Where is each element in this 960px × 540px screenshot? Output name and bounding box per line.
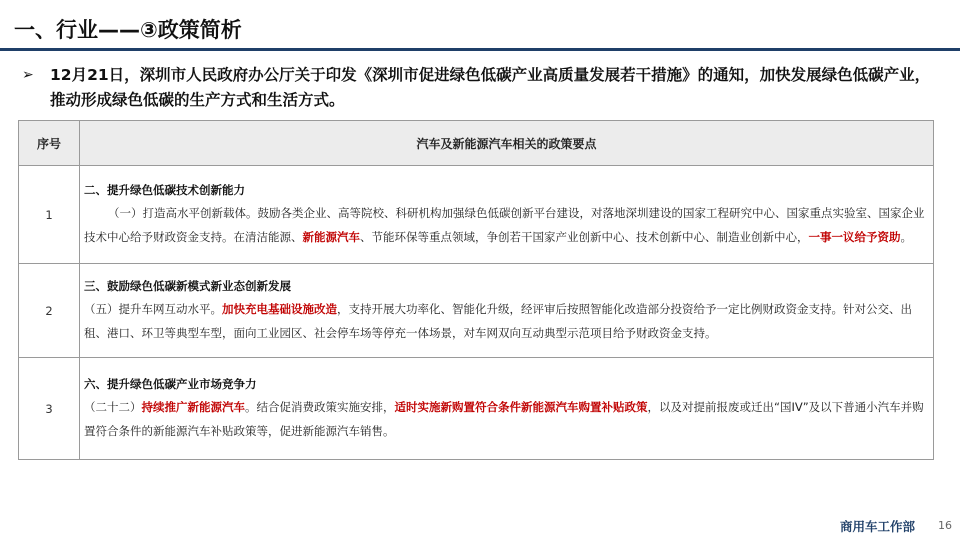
row-number: 2 xyxy=(19,264,80,358)
policy-text: （二十二） xyxy=(84,400,142,415)
header-policy: 汽车及新能源汽车相关的政策要点 xyxy=(80,121,934,166)
policy-paragraph xyxy=(84,396,929,443)
policy-text: 、节能环保等重点领域，争创若干国家产业创新中心、技术创新中心、制造业创新中心， xyxy=(360,229,809,244)
policy-text: 。结合促消费政策实施安排， xyxy=(245,400,395,415)
policy-content xyxy=(80,264,934,358)
section-heading: 三、鼓励绿色低碳新模式新业态创新发展 xyxy=(84,278,291,293)
title-divider xyxy=(0,48,960,51)
page-title: 一、行业——③政策简析 xyxy=(14,18,242,42)
policy-paragraph xyxy=(84,202,929,249)
highlight-text: 加快充电基础设施改造 xyxy=(222,302,337,317)
section-heading: 六、提升绿色低碳产业市场竞争力 xyxy=(84,376,257,391)
table-row xyxy=(19,166,934,264)
highlight-text: 一事一议给予资助 xyxy=(808,229,901,244)
policy-paragraph xyxy=(84,298,929,345)
highlight-text: 适时实施新购置符合条件新能源汽车购置补贴政策 xyxy=(394,400,648,415)
policy-text: 。 xyxy=(900,229,912,244)
policy-table xyxy=(18,120,934,460)
policy-content xyxy=(80,358,934,460)
footer-brand: 商用车工作部 xyxy=(840,519,916,534)
arrow-bullet-icon: ➢ xyxy=(22,67,34,83)
policy-content xyxy=(80,166,934,264)
policy-text: ，支持开展大功率化、智能化升级，经评审后按照智能化改造部分投资给予一定比例财政资金支持。针对公交、出租、港口、环卫等典型车型，面向工业园区、社会停车场等停充一体场景，对车网双向互动典型示范项目给予财政资金支持。 xyxy=(84,302,912,340)
row-number: 3 xyxy=(19,358,80,460)
policy-text: ，以及对提前报废或迁出“国IV”及以下普通小汽车并购置符合条件的新能源汽车补贴政策等，促进新能源汽车销售。 xyxy=(84,400,924,438)
policy-text: （一）打造高水平创新载体。鼓励各类企业、高等院校、科研机构加强绿色低碳创新平台建设，对落地深圳建设的国家工程研究中心、国家重点实验室、国家企业技术中心给予财政资金支持。在清洁能源、 xyxy=(84,206,925,244)
policy-text: （五）提升车网互动水平。 xyxy=(84,302,222,317)
header-no: 序号 xyxy=(19,121,80,166)
table-row xyxy=(19,264,934,358)
highlight-text: 持续推广新能源汽车 xyxy=(141,400,245,415)
row-number: 1 xyxy=(19,166,80,264)
section-heading: 二、提升绿色低碳技术创新能力 xyxy=(84,182,245,197)
page-number: 16 xyxy=(938,519,952,532)
intro-text: 12月21日，深圳市人民政府办公厅关于印发《深圳市促进绿色低碳产业高质量发展若干措施》的通知，加快发展绿色低碳产业，推动形成绿色低碳的生产方式和生活方式。 xyxy=(50,66,931,109)
table-row xyxy=(19,358,934,460)
intro-bullet xyxy=(22,63,942,113)
table-header-row xyxy=(19,121,934,166)
highlight-text: 新能源汽车 xyxy=(302,229,360,244)
